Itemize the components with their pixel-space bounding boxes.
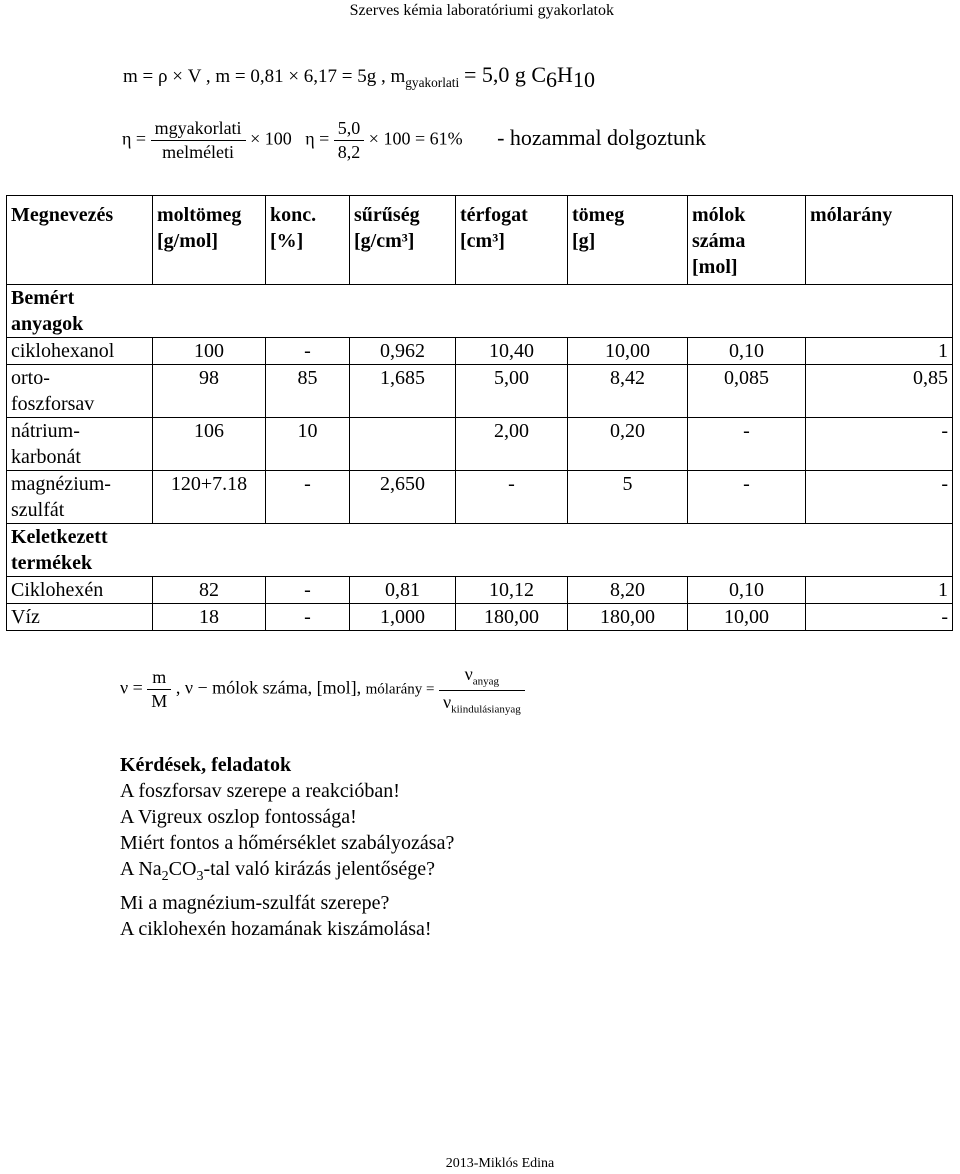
eta-symbol: η = [122,128,147,149]
questions-heading: Kérdések, feladatok [120,754,292,776]
section-label-input: Bemért anyagok [7,285,953,338]
cell-molar-mass: 120+7.18 [153,471,266,524]
col-header-molar-mass: moltömeg [g/mol] [153,196,266,285]
table-row [7,338,953,365]
question-item: A Vigreux oszlop fontossága! [120,806,357,828]
cell-molar-mass: 82 [153,577,266,604]
cell-volume: 10,12 [456,577,568,604]
mole-ratio-fraction [439,664,525,715]
section-row [7,285,953,338]
row-name: Ciklohexén [7,577,153,604]
col-header-mass: tömeg [g] [568,196,688,285]
cell-concentration: 85 [266,365,350,418]
hydrogen-subscript: 10 [572,66,595,92]
col-header-density: sűrűség [g/cm³] [350,196,456,285]
nu-fraction [147,667,171,712]
section-label-output: Keletkezett termékek [7,524,953,577]
nu-symbol: ν = [120,677,143,698]
cell-mole-ratio: - [806,471,953,524]
reagent-table [6,195,953,631]
eta-denominator: melméleti [162,142,235,162]
mass-equation [123,62,595,93]
question-item: Mi a magnézium-szulfát szerepe? [120,892,390,914]
col-header-volume: térfogat [cm³] [456,196,568,285]
mole-equation [120,664,525,715]
cell-volume: - [456,471,568,524]
question-item: A ciklohexén hozamának kiszámolása! [120,918,432,940]
cell-molar-mass: 100 [153,338,266,365]
cell-mole-ratio: 0,85 [806,365,953,418]
table-header-row [7,196,953,285]
cell-density: 1,685 [350,365,456,418]
cell-mass: 180,00 [568,604,688,631]
mole-ratio-denominator: $\nu_{kiindulásianyag}$ [442,691,521,716]
cell-concentration: - [266,577,350,604]
question-item: A foszforsav szerepe a reakcióban! [120,780,400,802]
cell-moles: 10,00 [688,604,806,631]
nu-numerator: m [147,667,171,690]
cell-mole-ratio: 1 [806,338,953,365]
nu-description: , ν − mólok száma, [mol], [175,677,362,698]
mole-ratio-numerator: $\nu_{anyag}$ [439,664,525,691]
cell-mass: 5 [568,471,688,524]
row-name: Víz [7,604,153,631]
mole-ratio-label: mólarány = [365,681,435,698]
hydrogen-symbol: H [557,62,573,87]
yield-note: - hozammal dolgoztunk [497,124,707,150]
question-item: A $Na_2CO_3$-tal való kirázás jelentősége? [120,858,436,884]
eta-times: × 100 [250,128,292,149]
cell-mass: 8,42 [568,365,688,418]
cell-mass: 8,20 [568,577,688,604]
cell-concentration: 10 [266,418,350,471]
row-name: nátrium-karbonát [7,418,153,471]
cell-concentration: - [266,604,350,631]
questions-section [120,752,454,942]
section-row [7,524,953,577]
question-item: Miért fontos a hőmérséklet szabályozása? [120,832,455,854]
row-name: magnézium-szulfát [7,471,153,524]
cell-molar-mass: 98 [153,365,266,418]
eta-fraction [151,118,246,163]
cell-mass: 10,00 [568,338,688,365]
cell-density: 0,81 [350,577,456,604]
table-row [7,365,953,418]
col-header-name: Megnevezés [7,196,153,285]
cell-concentration: - [266,338,350,365]
cell-volume: 2,00 [456,418,568,471]
cell-molar-mass: 106 [153,418,266,471]
col-header-mole-ratio: mólarány [806,196,953,285]
mass-result: = 5,0 g C [463,62,547,87]
cell-density: 2,650 [350,471,456,524]
eta2-numerator: 5,0 [334,118,365,141]
cell-density: 0,962 [350,338,456,365]
cell-density [350,418,456,471]
nu-denominator: M [151,691,168,712]
cell-mass: 0,20 [568,418,688,471]
row-name: orto-foszforsav [7,365,153,418]
eta-numerator: mgyakorlati [151,118,246,141]
page-footer: 2013-Miklós Edina [445,1156,555,1171]
table-row [7,471,953,524]
cell-volume: 180,00 [456,604,568,631]
eta2-denominator: 8,2 [337,142,361,162]
col-header-concentration: konc. [%] [266,196,350,285]
row-name: ciklohexanol [7,338,153,365]
col-header-moles: mólok száma [mol] [688,196,806,285]
mass-subscript: gyakorlati [405,74,460,90]
cell-molar-mass: 18 [153,604,266,631]
cell-density: 1,000 [350,604,456,631]
cell-mole-ratio: - [806,604,953,631]
cell-concentration: - [266,471,350,524]
table-row [7,577,953,604]
cell-moles: - [688,471,806,524]
cell-mole-ratio: 1 [806,577,953,604]
cell-mole-ratio: - [806,418,953,471]
cell-moles: 0,10 [688,577,806,604]
eta2-symbol: η = [305,128,330,149]
cell-volume: 10,40 [456,338,568,365]
table-row [7,418,953,471]
mass-expression: m = ρ × V , m = 0,81 × 6,17 = 5g , m [123,66,406,87]
eta2-result: × 100 = 61% [368,128,463,149]
cell-moles: - [688,418,806,471]
cell-moles: 0,10 [688,338,806,365]
running-header: Szerves kémia laboratóriumi gyakorlatok [349,2,614,19]
table-row [7,604,953,631]
yield-equation [122,118,706,163]
cell-moles: 0,085 [688,365,806,418]
eta2-fraction [334,118,365,163]
carbon-subscript: 6 [546,66,558,92]
cell-volume: 5,00 [456,365,568,418]
